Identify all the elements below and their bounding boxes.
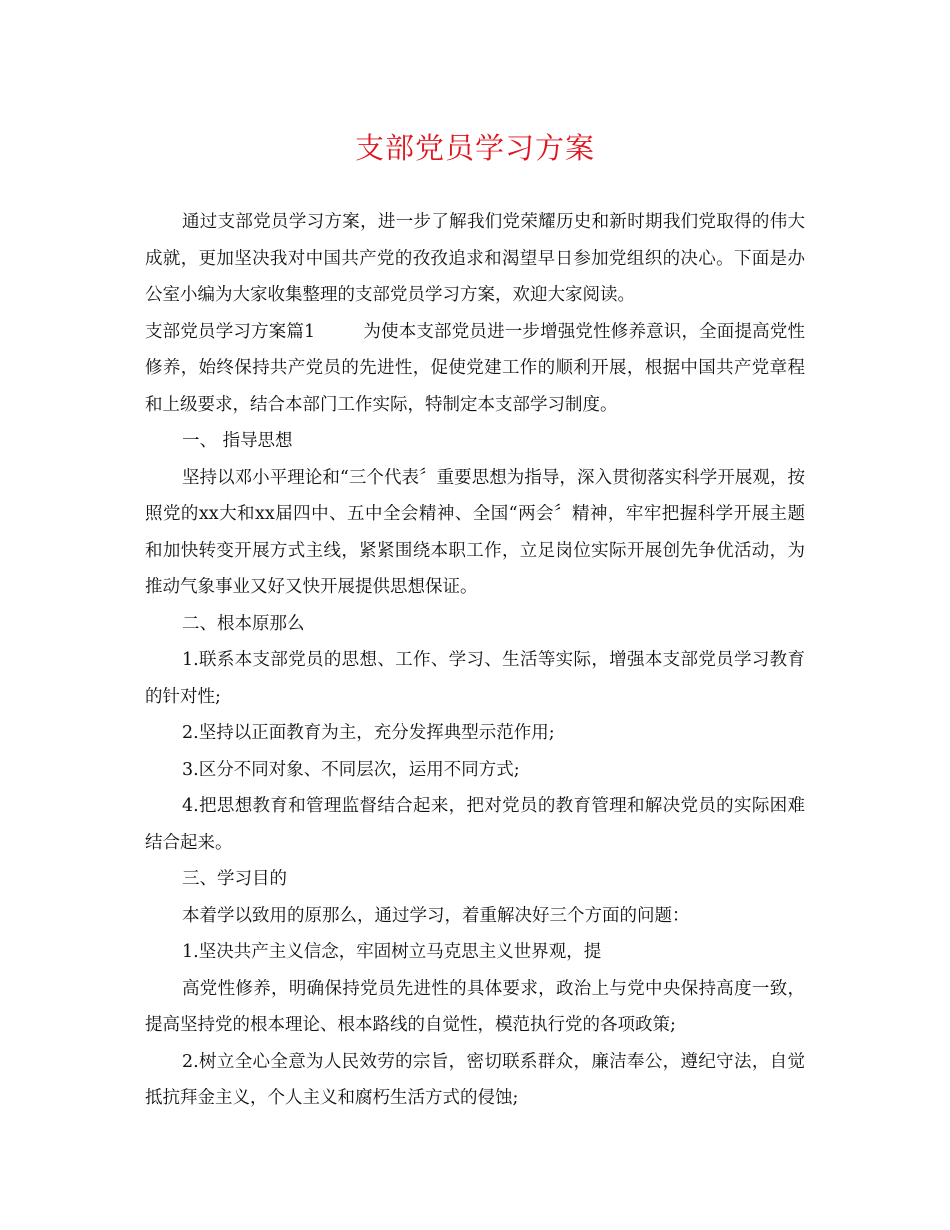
section-2-item: 4.把思想教育和管理监督结合起来，把对党员的教育管理和解决党员的实际困难结合起来。 xyxy=(145,796,805,853)
section-1-heading: 一、 指导思想 xyxy=(182,431,293,451)
section-3-item-1-first-line: 1.坚决共产主义信念，牢固树立马克思主义世界观，提 xyxy=(182,942,602,962)
article-lead-text: 为使本支部党员进一步增强党性修养意识，全面提高党性修养，始终保持共产党员的先进性，促使党建工作的顺利开展，根据中国共产党章程和上级要求，结合本部门工作实际，特制定本支部学习制度。 xyxy=(145,321,805,415)
article-lead-paragraph xyxy=(145,314,805,424)
document-body xyxy=(145,204,805,1117)
section-2-item: 3.区分不同对象、不同层次，运用不同方式; xyxy=(182,759,520,780)
section-3-heading: 三、学习目的 xyxy=(182,869,287,889)
section-3-item-2: 2.树立全心全意为人民效劳的宗旨，密切联系群众，廉洁奉公，遵纪守法，自觉抵抗拜金主义，个人主义和腐朽生活方式的侵蚀; xyxy=(145,1051,805,1108)
intro-paragraph: 通过支部党员学习方案，进一步了解我们党荣耀历史和新时期我们党取得的伟大成就，更加坚决我对中国共产党的孜孜追求和渴望早日参加党组织的决心。下面是办公室小编为大家收集整理的支部党员学习方案，欢迎大家阅读。 xyxy=(145,212,805,305)
section-2-item: 1.联系本支部党员的思想、工作、学习、生活等实际，增强本支部党员学习教育的针对性; xyxy=(145,650,805,707)
section-3-intro: 本着学以致用的原那么，通过学习，着重解决好三个方面的问题： xyxy=(182,905,690,926)
section-2-heading: 二、根本原那么 xyxy=(182,613,305,634)
document-title: 支部党员学习方案 xyxy=(354,131,595,165)
article-label: 支部党员学习方案篇1 xyxy=(145,321,316,342)
section-2-item: 2.坚持以正面教育为主，充分发挥典型示范作用; xyxy=(182,723,555,743)
section-1-body: 坚持以邓小平理论和“三个代表〞重要思想为指导，深入贯彻落实科学开展观，按照党的xx大和xx届四中、五中全会精神、全国“两会〞精神，牢牢把握科学开展主题和加快转变开展方式主线，紧紧围绕本职工作，立足岗位实际开展创先争优活动，为推动气象事业又好又快开展提供思想保证。 xyxy=(145,467,805,597)
section-3-item-1-continued: 高党性修养，明确保持党员先进性的具体要求，政治上与党中央保持高度一致，提高坚持党的根本理论、根本路线的自觉性，模范执行党的各项政策; xyxy=(145,978,805,1035)
